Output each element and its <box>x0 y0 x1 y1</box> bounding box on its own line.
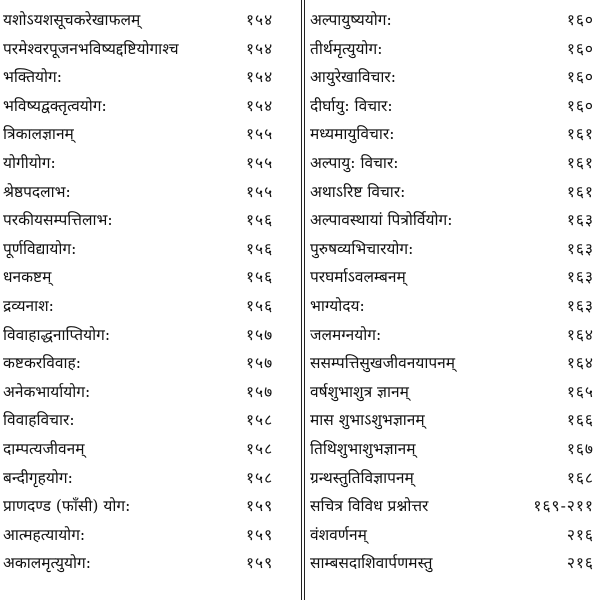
entry-page-number: १६३ <box>566 268 594 287</box>
entry-title: अकालमृत्युयोग: <box>3 554 91 573</box>
entry-page-number: १६९-२११ <box>533 497 594 516</box>
entry-page-number: १५८ <box>246 468 274 487</box>
entry-title: ससम्पत्तिसुखजीवनयापनम् <box>310 354 456 373</box>
entry-title: आयुरेखाविचार: <box>310 68 396 87</box>
index-entry <box>310 206 600 235</box>
index-entry <box>310 521 600 550</box>
index-entry <box>0 235 300 264</box>
entry-title: वंशवर्णनम् <box>310 525 367 544</box>
index-entry <box>0 549 300 578</box>
entry-page-number: १५५ <box>246 182 274 201</box>
entry-title: भविष्यद्वक्तृत्वयोग: <box>3 96 107 115</box>
entry-page-number: १६० <box>566 96 594 115</box>
entry-title: द्रव्यनाश: <box>3 296 54 315</box>
entry-title: पूर्णविद्यायोग: <box>3 239 77 258</box>
entry-title: मध्यमायुविचार: <box>310 125 395 144</box>
entry-page-number: १५६ <box>246 211 274 230</box>
entry-page-number: १६१ <box>566 153 594 172</box>
index-entry <box>310 321 600 350</box>
entry-page-number: १६१ <box>566 125 594 144</box>
entry-title: त्रिकालज्ञानम् <box>3 125 74 144</box>
entry-title: विवाहविचार: <box>3 411 75 430</box>
entry-page-number: १५९ <box>246 525 274 544</box>
left-column <box>0 6 300 578</box>
entry-page-number: १५७ <box>246 354 274 373</box>
entry-page-number: १६० <box>566 68 594 87</box>
entry-page-number: १५८ <box>246 439 274 458</box>
entry-page-number: १५४ <box>246 68 274 87</box>
index-entry <box>0 206 300 235</box>
entry-page-number: २१६ <box>566 554 594 573</box>
entry-title: जलमग्नयोग: <box>310 325 382 344</box>
entry-title: बन्दीगृहयोग: <box>3 468 73 487</box>
index-entry <box>0 35 300 64</box>
entry-title: श्रेष्ठपदलाभ: <box>3 182 71 201</box>
entry-title: धनकष्टम् <box>3 268 52 287</box>
index-entry <box>0 149 300 178</box>
entry-page-number: १६३ <box>566 211 594 230</box>
entry-title: साम्बसदाशिवार्पणमस्तु <box>310 554 433 573</box>
entry-page-number: १५५ <box>246 125 274 144</box>
index-entry <box>0 120 300 149</box>
index-entry <box>0 435 300 464</box>
index-entry <box>0 178 300 207</box>
index-entry <box>0 292 300 321</box>
index-entry <box>310 435 600 464</box>
index-entry <box>0 263 300 292</box>
index-entry <box>0 6 300 35</box>
index-entry <box>310 263 600 292</box>
index-entry <box>310 378 600 407</box>
index-entry <box>310 464 600 493</box>
index-entry <box>310 92 600 121</box>
entry-page-number: १६४ <box>566 325 594 344</box>
entry-page-number: १५६ <box>246 296 274 315</box>
entry-title: पुरुषव्यभिचारयोग: <box>310 239 414 258</box>
entry-title: परघर्माऽवलम्बनम् <box>310 268 406 287</box>
index-entry <box>310 292 600 321</box>
entry-page-number: १५९ <box>246 497 274 516</box>
entry-title: सचित्र विविध प्रश्नोत्तर <box>310 497 429 516</box>
index-entry <box>310 149 600 178</box>
column-divider-inner <box>304 0 305 600</box>
entry-page-number: १६० <box>566 11 594 29</box>
entry-title: कष्टकरविवाह: <box>3 354 81 373</box>
entry-page-number: १५६ <box>246 268 274 287</box>
index-entry <box>0 464 300 493</box>
entry-title: ग्रन्थस्तुतिविज्ञापनम् <box>310 468 414 487</box>
entry-page-number: १५४ <box>246 39 274 58</box>
entry-title: योगीयोग: <box>3 153 56 172</box>
entry-page-number: १६३ <box>566 296 594 315</box>
entry-title: अनेकभार्यायोग: <box>3 382 91 401</box>
entry-title: अल्पावस्थायां पित्रोर्वियोग: <box>310 211 453 230</box>
entry-title: आत्महत्यायोग: <box>3 525 86 544</box>
entry-title: परमेश्वरपूजनभविष्यद्दष्टियोगाश्च <box>3 39 179 58</box>
index-entry <box>310 349 600 378</box>
entry-page-number: १६४ <box>566 354 594 373</box>
index-entry <box>310 6 600 35</box>
entry-title: परकीयसम्पत्तिलाभ: <box>3 211 113 230</box>
index-entry <box>0 492 300 521</box>
index-entry <box>310 120 600 149</box>
index-entry <box>310 178 600 207</box>
entry-page-number: १६६ <box>566 411 594 430</box>
index-entry <box>310 492 600 521</box>
entry-title: प्राणदण्ड (फाँसी) योग: <box>3 497 131 516</box>
entry-title: विवाहाद्धनाप्तियोग: <box>3 325 111 344</box>
entry-title: दाम्पत्यजीवनम् <box>3 439 85 458</box>
entry-page-number: १६५ <box>566 382 594 401</box>
entry-page-number: २१६ <box>566 525 594 544</box>
entry-page-number: १५९ <box>246 554 274 573</box>
entry-page-number: १६१ <box>566 182 594 201</box>
index-entry <box>0 521 300 550</box>
entry-title: तीर्थमृत्युयोग: <box>310 39 383 58</box>
index-entry <box>0 92 300 121</box>
entry-page-number: १५६ <box>246 239 274 258</box>
entry-title: दीर्घायु: विचार: <box>310 96 393 115</box>
entry-page-number: १५४ <box>246 96 274 115</box>
index-entry <box>0 63 300 92</box>
entry-title: अल्पायु: विचार: <box>310 153 399 172</box>
column-divider <box>301 0 302 600</box>
entry-title: अल्पायुष्ययोग: <box>310 11 392 29</box>
entry-page-number: १६० <box>566 39 594 58</box>
index-entry <box>0 321 300 350</box>
entry-page-number: १५४ <box>246 11 274 29</box>
index-entry <box>0 406 300 435</box>
entry-page-number: १६८ <box>566 468 594 487</box>
entry-page-number: १५७ <box>246 325 274 344</box>
right-column <box>310 6 600 578</box>
entry-page-number: १५५ <box>246 153 274 172</box>
entry-page-number: १६७ <box>566 439 594 458</box>
entry-title: यशोऽयशसूचकरेखाफलम् <box>3 11 141 29</box>
index-entry <box>310 406 600 435</box>
entry-title: अथाऽरिष्ट विचार: <box>310 182 406 201</box>
index-entry <box>0 349 300 378</box>
index-entry <box>310 35 600 64</box>
entry-page-number: १५७ <box>246 382 274 401</box>
entry-title: भक्तियोग: <box>3 68 63 87</box>
entry-title: भाग्योदय: <box>310 296 365 315</box>
entry-title: मास शुभाऽशुभज्ञानम् <box>310 411 425 430</box>
index-entry <box>310 235 600 264</box>
index-entry <box>310 63 600 92</box>
entry-title: वर्षशुभाशुत्र ज्ञानम् <box>310 382 409 401</box>
index-entry <box>310 549 600 578</box>
entry-page-number: १६३ <box>566 239 594 258</box>
index-entry <box>0 378 300 407</box>
entry-title: तिथिशुभाशुभज्ञानम् <box>310 439 416 458</box>
entry-page-number: १५८ <box>246 411 274 430</box>
